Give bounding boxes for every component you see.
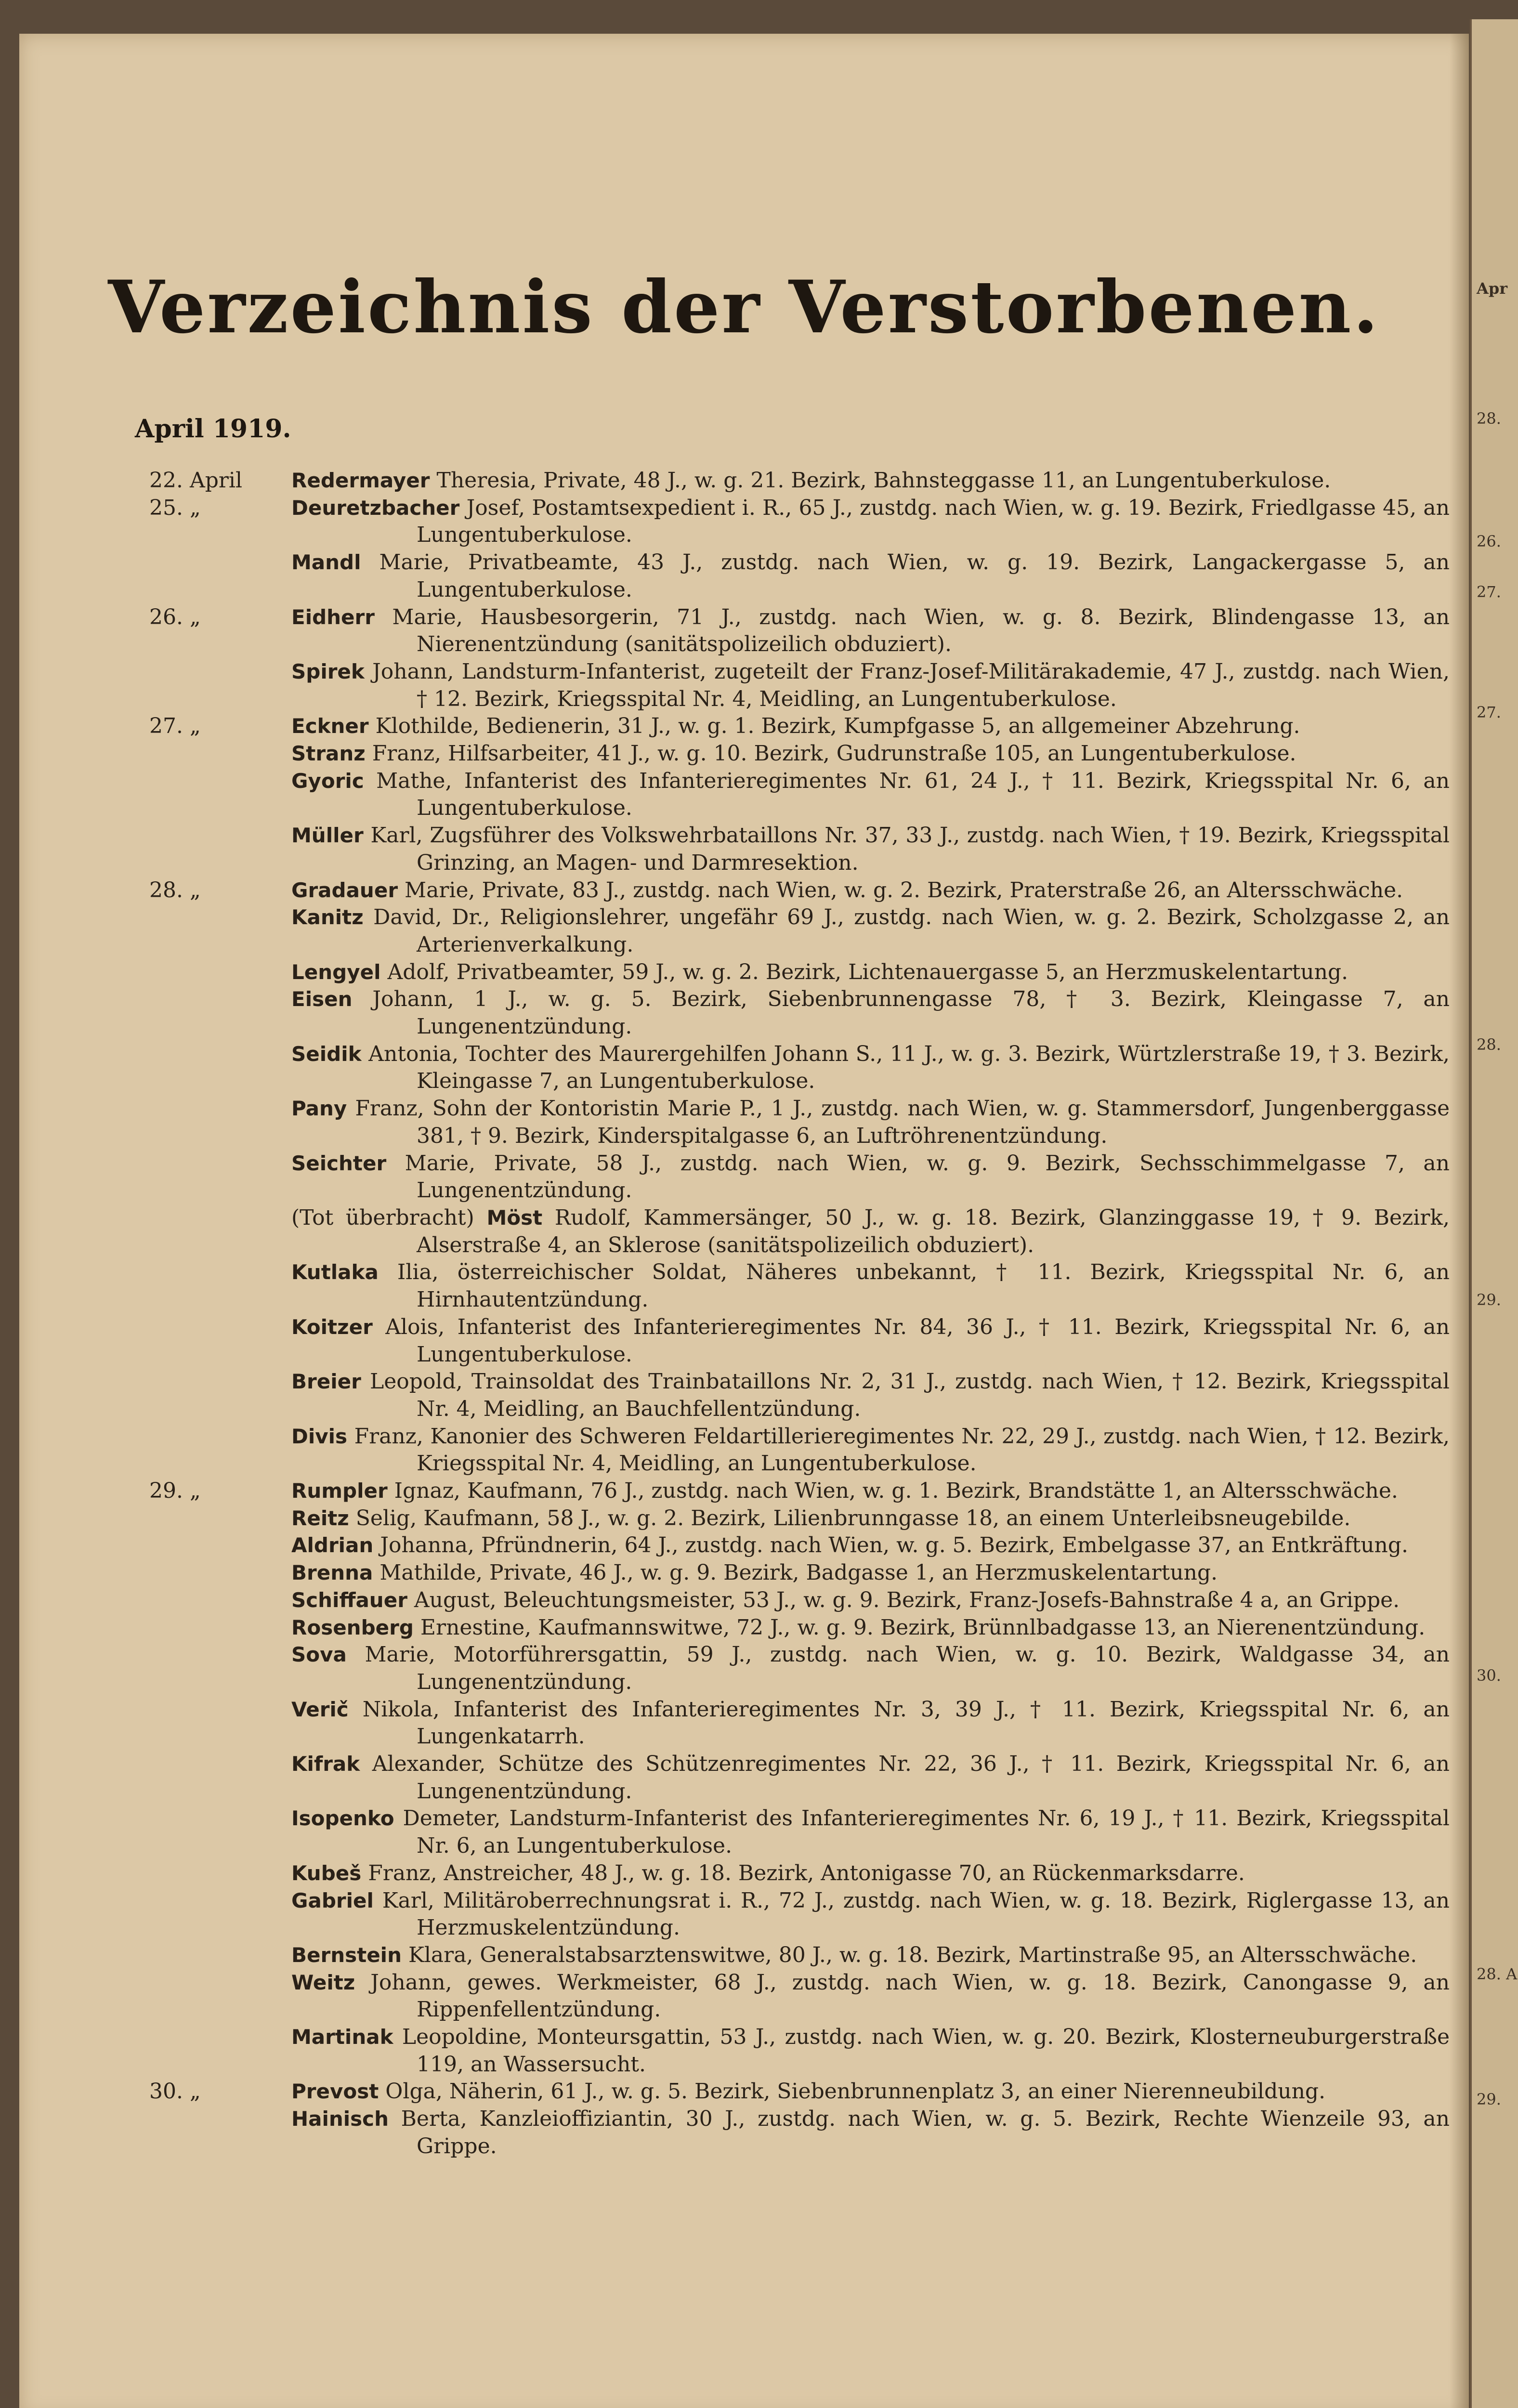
- adjacent-page-marker: 27.: [1477, 583, 1501, 601]
- entry-details: Berta, Kanzleioffiziantin, 30 J., zustdg. nach Wien, w. g. 5. Bezirk, Rechte Wienzeile 93, an Grippe.: [401, 2107, 1450, 2159]
- entry-details: Olga, Näherin, 61 J., w. g. 5. Bezirk, Siebenbrunnenplatz 3, an einer Nierenneubildung.: [385, 2079, 1326, 2104]
- entry-surname: Kubeš: [291, 1861, 362, 1885]
- adjacent-page-heading: Apr: [1477, 279, 1508, 298]
- entry-details: Franz, Kanonier des Schweren Feldartillerieregimentes Nr. 22, 29 J., zustdg. nach Wien, † 12. Bezirk, Kriegsspital Nr. 4, Meidling, an Lungentuberkulose.: [354, 1424, 1450, 1476]
- entry-details: Johann, 1 J., w. g. 5. Bezirk, Siebenbrunnengasse 78, † 3. Bezirk, Kleingasse 7, an Lungenentzündung.: [372, 987, 1450, 1039]
- entry-details: Johanna, Pfründnerin, 64 J., zustdg. nach Wien, w. g. 5. Bezirk, Embelgasse 37, an Entkräftung.: [380, 1533, 1409, 1558]
- entry-details: Ilia, österreichischer Soldat, Näheres unbekannt, † 11. Bezirk, Kriegsspital Nr. 6, an Hirnhautentzündung.: [397, 1260, 1450, 1312]
- entry-surname: Gradauer: [291, 878, 398, 902]
- entry-text: [291, 877, 1450, 904]
- adjacent-page-marker: 28.: [1477, 409, 1501, 428]
- entry-text: [291, 1368, 1450, 1423]
- register-entry: [135, 2106, 1450, 2160]
- register-entry: [135, 1751, 1450, 1805]
- entry-surname: Divis: [291, 1424, 348, 1448]
- entry-text: [291, 904, 1450, 958]
- entry-surname: Eidherr: [291, 605, 375, 629]
- entry-details: Ignaz, Kaufmann, 76 J., zustdg. nach Wien, w. g. 1. Bezirk, Brandstätte 1, an Altersschwäche.: [394, 1479, 1398, 1504]
- entry-surname: Möst: [486, 1205, 543, 1230]
- entry-text: [291, 658, 1450, 713]
- entry-date: 22. April: [149, 468, 243, 493]
- register-entry: [135, 1532, 1450, 1559]
- entry-text: [291, 1314, 1450, 1368]
- entry-details: Josef, Postamtsexpedient i. R., 65 J., zustdg. nach Wien, w. g. 19. Bezirk, Friedlgasse 45, an Lungentuberkulose.: [417, 495, 1450, 548]
- register-entry: [135, 904, 1450, 958]
- entry-text: [291, 1805, 1450, 1859]
- entry-date: 30. „: [149, 2079, 201, 2104]
- entry-details: Alexander, Schütze des Schützenregimentes Nr. 22, 36 J., † 11. Bezirk, Kriegsspital Nr. 6, an Lungenentzündung.: [372, 1752, 1450, 1804]
- entry-date: 29. „: [149, 1479, 201, 1504]
- entry-date: 25. „: [149, 495, 201, 520]
- entry-date: 28. „: [149, 877, 201, 903]
- register-entry: [135, 1259, 1450, 1313]
- entry-surname: Seichter: [291, 1151, 387, 1175]
- entry-surname: Eisen: [291, 987, 353, 1011]
- adjacent-page-marker: 28. A: [1477, 1965, 1518, 1983]
- register-entry: [135, 1478, 1450, 1505]
- entry-details: Marie, Hausbesorgerin, 71 J., zustdg. nach Wien, w. g. 8. Bezirk, Blindengasse 13, an Nierenentzündung (sanitätspolizeilich obduziert).: [392, 604, 1450, 657]
- entry-text: [291, 1887, 1450, 1942]
- register-entry: [135, 1505, 1450, 1532]
- document-page: [19, 34, 1469, 2408]
- entry-details: Mathilde, Private, 46 J., w. g. 9. Bezirk, Badgasse 1, an Herzmuskelentartung.: [380, 1560, 1218, 1585]
- entry-text: [291, 1041, 1450, 1095]
- entry-details: Franz, Hilfsarbeiter, 41 J., w. g. 10. Bezirk, Gudrunstraße 105, an Lungentuberkulose.: [372, 741, 1296, 766]
- entry-details: Franz, Sohn der Kontoristin Marie P., 1 J., zustdg. nach Wien, w. g. Stammersdorf, Jungenberggasse 381, † 9. Bezirk, Kinderspitalgasse 6, an Luftröhrenentzündung.: [355, 1096, 1450, 1148]
- entry-surname: Lengyel: [291, 960, 381, 984]
- register-entry: [135, 1969, 1450, 2024]
- entry-surname: Redermayer: [291, 469, 430, 492]
- entry-surname: Weitz: [291, 1970, 355, 1994]
- entry-text: [291, 1587, 1450, 1614]
- section-heading: April 1919.: [135, 414, 291, 444]
- entry-details: Mathe, Infanterist des Infanterieregimentes Nr. 61, 24 J., † 11. Bezirk, Kriegsspital Nr. 6, an Lungentuberkulose.: [376, 768, 1450, 821]
- entry-text: [291, 2078, 1450, 2106]
- entry-surname: Breier: [291, 1370, 361, 1394]
- entry-text: [291, 604, 1450, 658]
- entry-surname: Gyoric: [291, 769, 364, 793]
- entry-surname: Rumpler: [291, 1479, 388, 1503]
- entry-details: Marie, Private, 58 J., zustdg. nach Wien, w. g. 9. Bezirk, Sechsschimmelgasse 7, an Lungenentzündung.: [405, 1151, 1450, 1203]
- entry-text: [291, 986, 1450, 1040]
- entry-surname: Rosenberg: [291, 1615, 414, 1639]
- entry-surname: Seidik: [291, 1042, 362, 1066]
- adjacent-page-marker: 26.: [1477, 532, 1501, 550]
- entry-surname: Verič: [291, 1697, 349, 1721]
- adjacent-page-marker: 30.: [1477, 1666, 1501, 1685]
- entry-surname: Müller: [291, 824, 364, 848]
- entry-text: [291, 1095, 1450, 1150]
- entry-text: [291, 495, 1450, 549]
- entry-surname: Brenna: [291, 1561, 373, 1585]
- entry-surname: Kutlaka: [291, 1260, 379, 1284]
- entry-text: [291, 1751, 1450, 1805]
- entry-date: 27. „: [149, 714, 201, 739]
- entry-surname: Sova: [291, 1643, 347, 1667]
- entry-text: [291, 2024, 1450, 2078]
- entry-details: Marie, Private, 83 J., zustdg. nach Wien, w. g. 2. Bezirk, Praterstraße 26, an Altersschwäche.: [405, 877, 1403, 903]
- adjacent-page-marker: 29.: [1477, 2090, 1501, 2108]
- entry-surname: Pany: [291, 1097, 347, 1121]
- register-entry: [135, 604, 1450, 658]
- entry-text: [291, 740, 1450, 768]
- entry-text: [291, 549, 1450, 603]
- entry-text: [291, 1942, 1450, 1969]
- entry-text: [291, 1505, 1450, 1532]
- entry-text: [291, 1559, 1450, 1587]
- register-entry: [135, 1942, 1450, 1969]
- entry-details: Rudolf, Kammersänger, 50 J., w. g. 18. Bezirk, Glanzinggasse 19, † 9. Bezirk, Alserstraße 4, an Sklerose (sanitätspolizeilich obduziert).: [417, 1205, 1450, 1257]
- entry-text: [291, 959, 1450, 986]
- register-entry: [135, 986, 1450, 1040]
- register-entry: [135, 1150, 1450, 1204]
- register-entry: [135, 2078, 1450, 2106]
- entry-text: [291, 467, 1450, 495]
- adjacent-page-marker: 29.: [1477, 1291, 1501, 1309]
- entry-text: [291, 1641, 1450, 1696]
- entry-details: Marie, Privatbeamte, 43 J., zustdg. nach Wien, w. g. 19. Bezirk, Langackergasse 5, an Lungentuberkulose.: [379, 550, 1450, 602]
- entry-surname: Reitz: [291, 1506, 349, 1530]
- register-entry: [135, 549, 1450, 603]
- entry-details: Marie, Motorführersgattin, 59 J., zustdg. nach Wien, w. g. 10. Bezirk, Waldgasse 34, an Lungenentzündung.: [365, 1642, 1450, 1694]
- entry-text: [291, 1860, 1450, 1887]
- register-entry: [135, 768, 1450, 822]
- register-entry: [135, 1314, 1450, 1368]
- entry-text: [291, 1259, 1450, 1313]
- page-title: Verzeichnis der Verstorbenen.: [108, 265, 1380, 350]
- entry-surname: Deuretzbacher: [291, 496, 460, 520]
- register-entry: [135, 1805, 1450, 1859]
- entry-details: Demeter, Landsturm-Infanterist des Infanterieregimentes Nr. 6, 19 J., † 11. Bezirk, Kriegsspital Nr. 6, an Lungentuberkulose.: [403, 1806, 1450, 1858]
- entry-surname: Mandl: [291, 550, 361, 575]
- entry-text: [291, 822, 1450, 877]
- register-entry: [135, 1423, 1450, 1478]
- entry-details: Franz, Anstreicher, 48 J., w. g. 18. Bezirk, Antonigasse 70, an Rückenmarksdarre.: [368, 1860, 1245, 1885]
- entry-text: [291, 1969, 1450, 2024]
- entry-surname: Eckner: [291, 714, 369, 738]
- register-entry: [135, 1696, 1450, 1751]
- register-entry: [135, 1095, 1450, 1150]
- register-entry: [135, 1559, 1450, 1587]
- entry-details: Johann, gewes. Werkmeister, 68 J., zustdg. nach Wien, w. g. 18. Bezirk, Canongasse 9, an Rippenfellentzündung.: [370, 1970, 1450, 2022]
- entry-surname: Kifrak: [291, 1752, 360, 1776]
- entry-details: Antonia, Tochter des Maurergehilfen Johann S., 11 J., w. g. 3. Bezirk, Würtzlerstraße 19, † 3. Bezirk, Kleingasse 7, an Lungentuberkulose.: [368, 1041, 1450, 1094]
- register-entry: [135, 959, 1450, 986]
- entry-details: Johann, Landsturm-Infanterist, zugeteilt der Franz-Josef-Militärakademie, 47 J., zustdg. nach Wien, † 12. Bezirk, Kriegsspital Nr. 4, Meidling, an Lungentuberkulose.: [372, 659, 1450, 711]
- register-entry: [135, 877, 1450, 904]
- register-entry: [135, 495, 1450, 549]
- entry-surname: Stranz: [291, 742, 366, 766]
- register-entry: [135, 1887, 1450, 1942]
- entry-prefix: (Tot überbracht): [291, 1205, 474, 1230]
- register-entry: [135, 713, 1450, 740]
- entry-text: [291, 1614, 1450, 1642]
- register-entry: [135, 1368, 1450, 1423]
- entry-text: [291, 1696, 1450, 1751]
- entry-surname: Gabriel: [291, 1888, 374, 1912]
- death-register-list: [135, 467, 1450, 2160]
- entry-surname: Isopenko: [291, 1806, 394, 1831]
- register-entry: [135, 1614, 1450, 1642]
- entry-details: Adolf, Privatbeamter, 59 J., w. g. 2. Bezirk, Lichtenauergasse 5, an Herzmuskelentartung.: [387, 959, 1348, 984]
- entry-text: [291, 713, 1450, 740]
- entry-details: Leopoldine, Monteursgattin, 53 J., zustdg. nach Wien, w. g. 20. Bezirk, Klosterneuburgerstraße 119, an Wassersucht.: [402, 2025, 1450, 2077]
- entry-details: Leopold, Trainsoldat des Trainbataillons Nr. 2, 31 J., zustdg. nach Wien, † 12. Bezirk, Kriegsspital Nr. 4, Meidling, an Bauchfellentzündung.: [370, 1369, 1450, 1421]
- entry-details: Klara, Generalstabsarztenswitwe, 80 J., w. g. 18. Bezirk, Martinstraße 95, an Altersschwäche.: [408, 1942, 1417, 1967]
- entry-text: [291, 2106, 1450, 2160]
- entry-surname: Kanitz: [291, 905, 364, 929]
- entry-details: Ernestine, Kaufmannswitwe, 72 J., w. g. 9. Bezirk, Brünnlbadgasse 13, an Nierenentzündung.: [420, 1615, 1426, 1640]
- register-entry: [135, 1587, 1450, 1614]
- register-entry: [135, 822, 1450, 877]
- entry-text: [291, 1478, 1450, 1505]
- entry-surname: Aldrian: [291, 1533, 374, 1557]
- entry-surname: Prevost: [291, 2080, 379, 2104]
- register-entry: [135, 1041, 1450, 1095]
- register-entry: [135, 1860, 1450, 1887]
- entry-details: Klothilde, Bedienerin, 31 J., w. g. 1. Bezirk, Kumpfgasse 5, an allgemeiner Abzehrung.: [375, 714, 1300, 739]
- entry-details: Alois, Infanterist des Infanterieregimentes Nr. 84, 36 J., † 11. Bezirk, Kriegsspital Nr. 6, an Lungentuberkulose.: [385, 1314, 1450, 1367]
- adjacent-page-edge: [1470, 19, 1518, 2408]
- entry-date: 26. „: [149, 604, 201, 629]
- entry-surname: Hainisch: [291, 2107, 389, 2131]
- entry-details: Nikola, Infanterist des Infanterieregimentes Nr. 3, 39 J., † 11. Bezirk, Kriegsspital Nr. 6, an Lungenkatarrh.: [362, 1697, 1450, 1749]
- register-entry: [135, 467, 1450, 495]
- entry-surname: Bernstein: [291, 1943, 402, 1967]
- register-entry: [135, 740, 1450, 768]
- register-entry: [135, 1641, 1450, 1696]
- entry-text: [291, 1532, 1450, 1559]
- entry-details: Theresia, Private, 48 J., w. g. 21. Bezirk, Bahnsteggasse 11, an Lungentuberkulose.: [436, 468, 1331, 493]
- entry-text: [291, 1150, 1450, 1204]
- register-entry: [135, 1204, 1450, 1259]
- entry-text: [291, 1423, 1450, 1478]
- entry-surname: Schiffauer: [291, 1588, 407, 1612]
- entry-text: [291, 768, 1450, 822]
- register-entry: [135, 2024, 1450, 2078]
- register-entry: [135, 658, 1450, 713]
- entry-text: [291, 1204, 1450, 1259]
- entry-surname: Spirek: [291, 659, 365, 683]
- adjacent-page-marker: 28.: [1477, 1035, 1501, 1054]
- entry-details: August, Beleuchtungsmeister, 53 J., w. g. 9. Bezirk, Franz-Josefs-Bahnstraße 4 a, an Grippe.: [414, 1587, 1400, 1612]
- entry-details: Karl, Militäroberrechnungsrat i. R., 72 J., zustdg. nach Wien, w. g. 18. Bezirk, Riglergasse 13, an Herzmuskelentzündung.: [382, 1888, 1450, 1940]
- entry-surname: Koitzer: [291, 1315, 373, 1339]
- entry-details: David, Dr., Religionslehrer, ungefähr 69 J., zustdg. nach Wien, w. g. 2. Bezirk, Scholzgasse 2, an Arterienverkalkung.: [373, 905, 1450, 957]
- entry-details: Karl, Zugsführer des Volkswehrbataillons Nr. 37, 33 J., zustdg. nach Wien, † 19. Bezirk, Kriegsspital Grinzing, an Magen- und Darmresektion.: [370, 823, 1450, 875]
- entry-details: Selig, Kaufmann, 58 J., w. g. 2. Bezirk, Lilienbrunngasse 18, an einem Unterleibsneugebilde.: [355, 1505, 1351, 1531]
- entry-surname: Martinak: [291, 2025, 393, 2049]
- adjacent-page-marker: 27.: [1477, 703, 1501, 721]
